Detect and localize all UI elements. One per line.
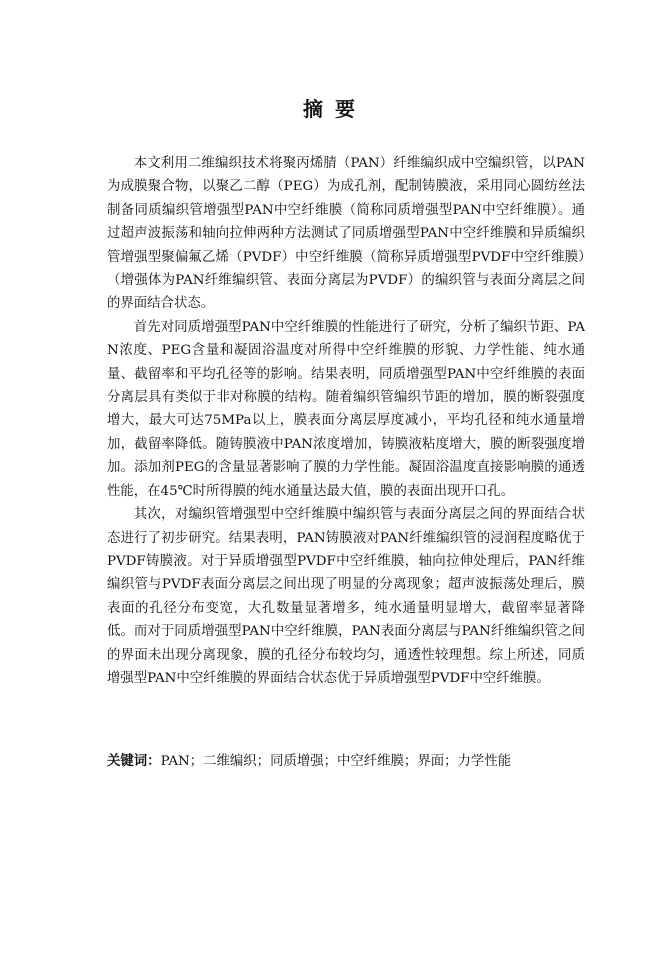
abstract-title: 摘要 bbox=[303, 97, 367, 121]
abstract-paragraph-3: 其次，对编织管增强型中空纤维膜中编织管与表面分离层之间的界面结合状态进行了初步研究。结果表明，PAN铸膜液对PAN纤维编织管的浸润程度略优于PVDF铸膜液。对于异质增强型PVDF中空纤维膜，轴向拉伸处理后，PAN纤维编织管与PVDF表面分离层之间出现了明显的分离现象；超声波振荡处理后，膜表面的孔径分布变宽，大孔数量显著增多，纯水通量明显增大，截留率显著降低。而对于同质增强型PAN中空纤维膜，PAN表面分离层与PAN纤维编织管之间的界面未出现分离现象，膜的孔径分布较均匀，通透性较理想。综上所述，同质增强型PAN中空纤维膜的界面结合状态优于异质增强型PVDF中空纤维膜。 bbox=[107, 507, 585, 686]
keywords-text: PAN；二维编织；同质增强；中空纤维膜；界面；力学性能 bbox=[160, 754, 512, 769]
abstract-body bbox=[107, 152, 585, 690]
keywords-label: 关键词： bbox=[107, 754, 161, 769]
keywords-line bbox=[107, 751, 585, 773]
abstract-paragraph-2: 首先对同质增强型PAN中空纤维膜的性能进行了研究，分析了编织节距、PAN浓度、PEG含量和凝固浴温度对所得中空纤维膜的形貌、力学性能、纯水通量、截留率和平均孔径等的影响。结果表明，同质增强型PAN中空纤维膜的表面分离层具有类似于非对称膜的结构。随着编织管编织节距的增加，膜的断裂强度增大，最大可达75MPa以上，膜表面分离层厚度减小，平均孔径和纯水通量增加，截留率降低。随铸膜液中PAN浓度增加，铸膜液粘度增大，膜的断裂强度增加。添加剂PEG的含量显著影响了膜的力学性能。凝固浴温度直接影响膜的通透性能，在45℃时所得膜的纯水通量达最大值，膜的表面出现开口孔。 bbox=[107, 319, 585, 499]
abstract-paragraph-1: 本文利用二维编织技术将聚丙烯腈（PAN）纤维编织成中空编织管，以PAN为成膜聚合物，以聚乙二醇（PEG）为成孔剂，配制铸膜液，采用同心圆纺丝法制备同质编织管增强型PAN中空纤维膜（简称同质增强型PAN中空纤维膜）。通过超声波振荡和轴向拉伸两种方法测试了同质增强型PAN中空纤维膜和异质编织管增强型聚偏氟乙烯（PVDF）中空纤维膜（简称异质增强型PVDF中空纤维膜）（增强体为PAN纤维编织管、表面分离层为PVDF）的编织管与表面分离层之间的界面结合状态。 bbox=[107, 156, 585, 312]
